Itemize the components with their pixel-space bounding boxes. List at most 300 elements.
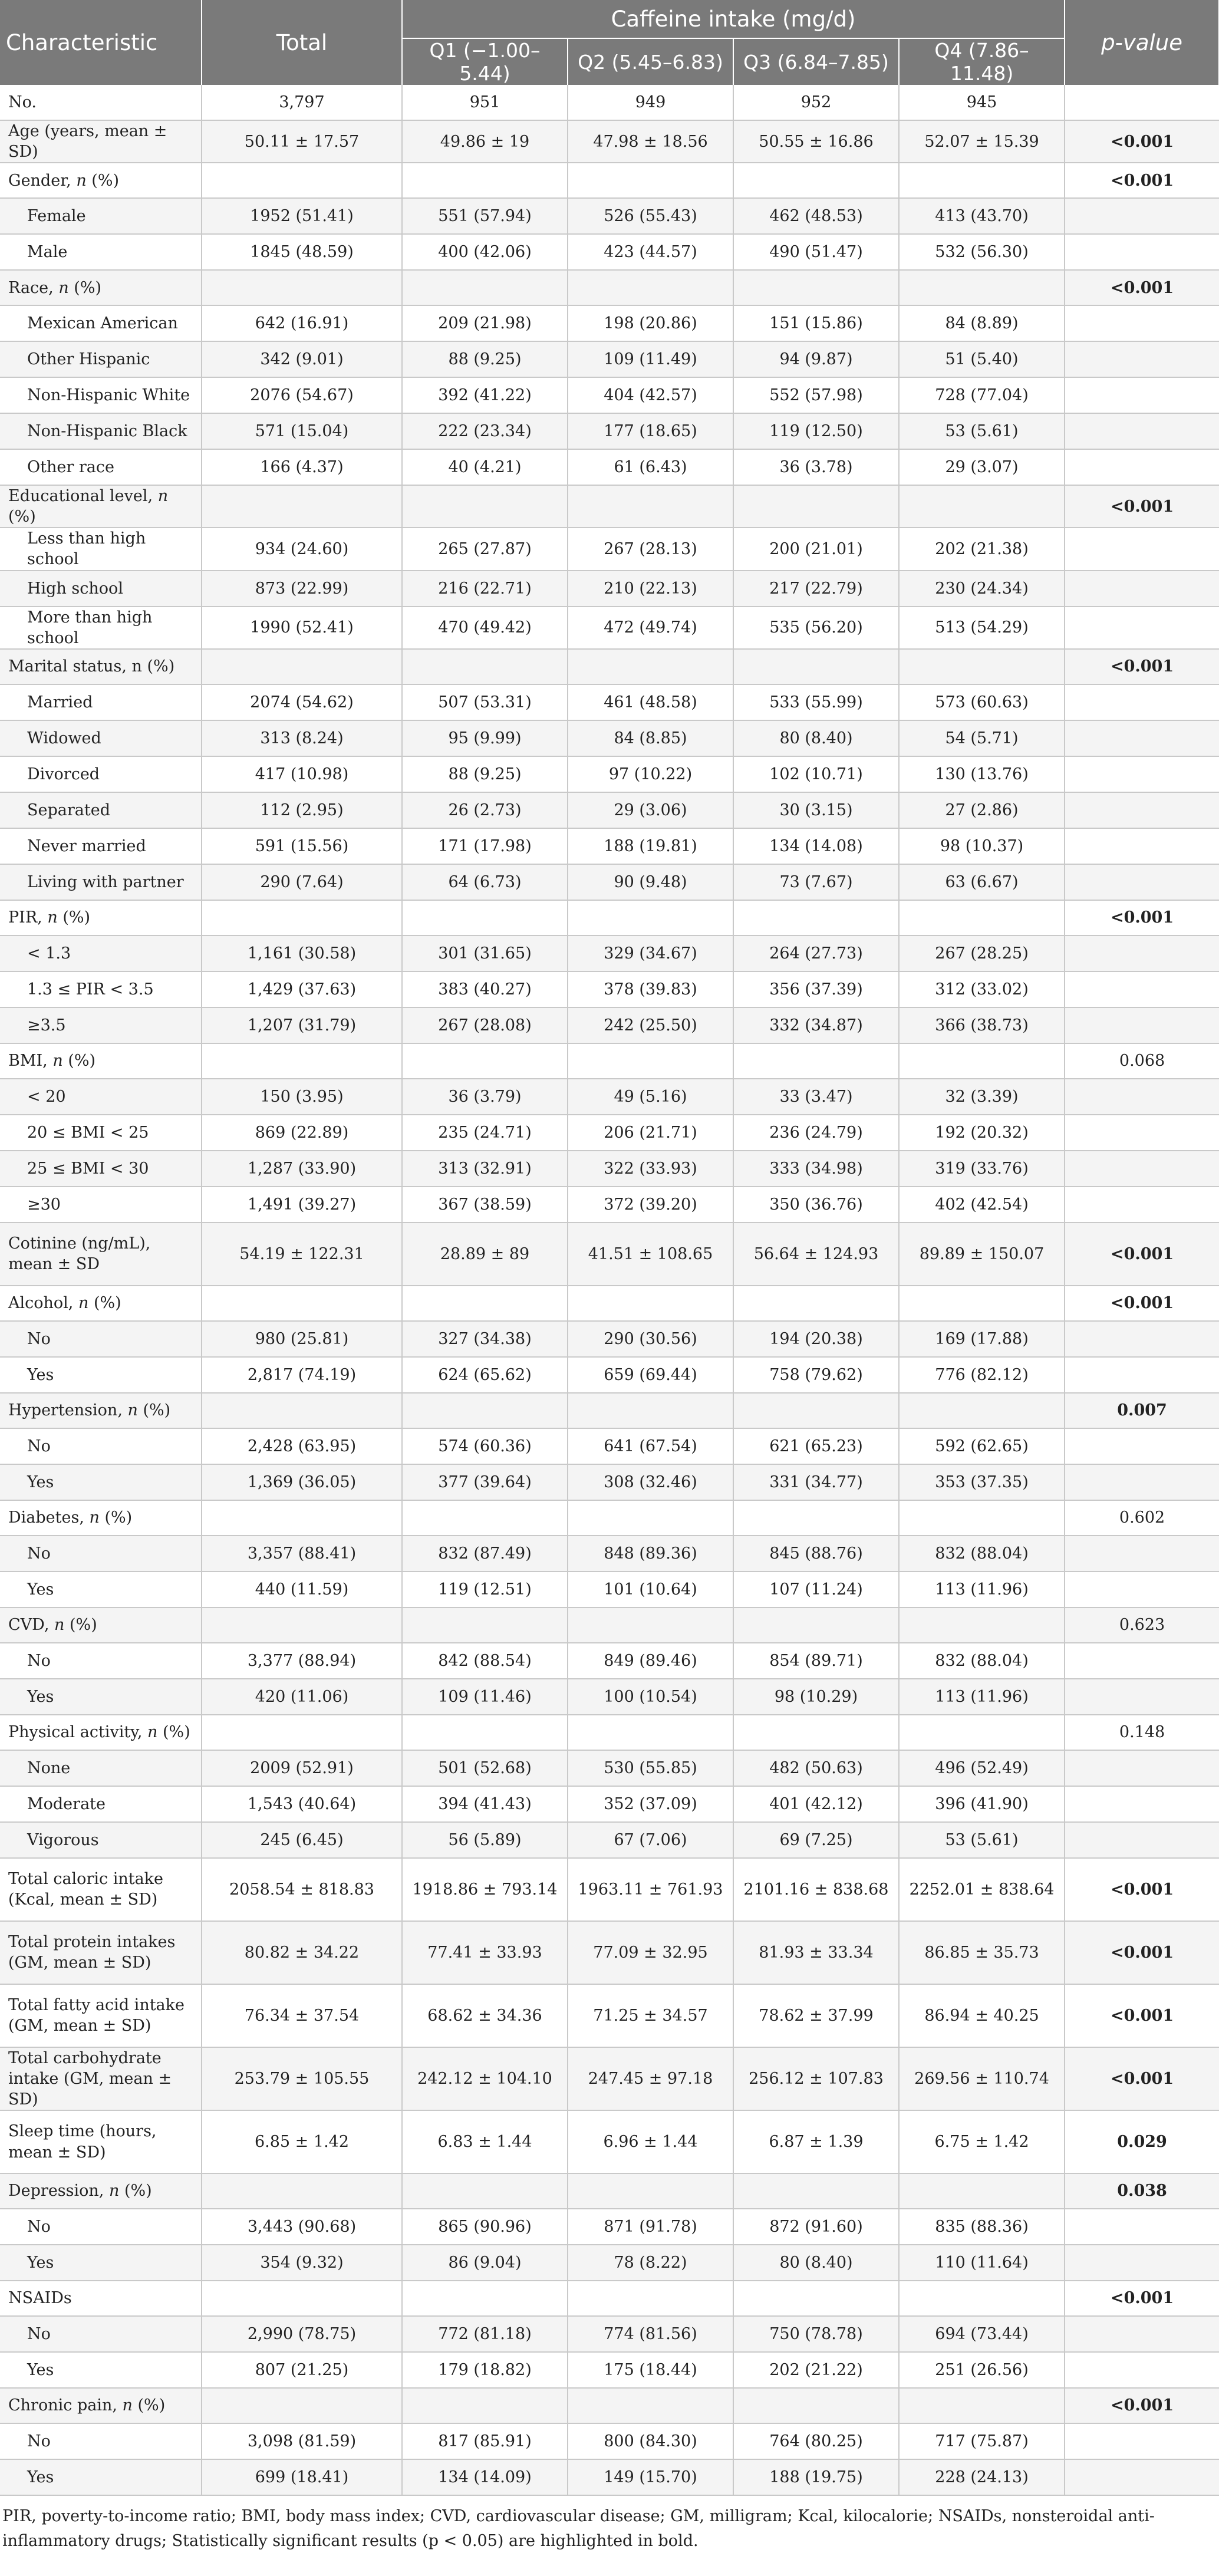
cell-q4: 532 (56.30)	[899, 234, 1065, 270]
cell-q4: 835 (88.36)	[899, 2209, 1065, 2245]
cell-q4: 694 (73.44)	[899, 2316, 1065, 2352]
cell-q1: 367 (38.59)	[402, 1187, 568, 1223]
cell-q1	[402, 1715, 568, 1750]
table-row	[0, 792, 1219, 828]
cell-q2: 84 (8.85)	[568, 720, 733, 756]
cell-q4: 6.75 ± 1.42	[899, 2110, 1065, 2173]
cell-p-value: <0.001	[1065, 2388, 1219, 2423]
cell-q2: 659 (69.44)	[568, 1357, 733, 1393]
row-label: Yes	[0, 2245, 202, 2281]
cell-total: 150 (3.95)	[202, 1079, 402, 1115]
row-label: No	[0, 1643, 202, 1679]
cell-p-value	[1065, 1007, 1219, 1043]
row-label: Total protein intakes (GM, mean ± SD)	[0, 1921, 202, 1984]
row-label: Less than high school	[0, 528, 202, 570]
cell-q1	[402, 2388, 568, 2423]
cell-q3: 764 (80.25)	[733, 2423, 899, 2459]
cell-q1	[402, 1500, 568, 1536]
row-label: Mexican American	[0, 305, 202, 341]
row-label: Age (years, mean ± SD)	[0, 120, 202, 163]
cell-q4: 267 (28.25)	[899, 935, 1065, 971]
cell-q4: 413 (43.70)	[899, 198, 1065, 234]
cell-q2: 290 (30.56)	[568, 1321, 733, 1357]
cell-q2	[568, 485, 733, 528]
cell-q4: 832 (88.04)	[899, 1536, 1065, 1572]
cell-q2	[568, 2173, 733, 2209]
cell-q1	[402, 649, 568, 684]
cell-total: 807 (21.25)	[202, 2352, 402, 2388]
cell-q3: 401 (42.12)	[733, 1786, 899, 1822]
table-row	[0, 756, 1219, 792]
cell-q3	[733, 900, 899, 935]
cell-total: 1845 (48.59)	[202, 234, 402, 270]
row-label: More than high school	[0, 607, 202, 649]
cell-q3: 264 (27.73)	[733, 935, 899, 971]
cell-p-value	[1065, 2209, 1219, 2245]
cell-q4: 269.56 ± 110.74	[899, 2047, 1065, 2110]
cell-q2: 848 (89.36)	[568, 1536, 733, 1572]
cell-q3: 119 (12.50)	[733, 413, 899, 449]
cell-q2: 472 (49.74)	[568, 607, 733, 649]
cell-q4: 396 (41.90)	[899, 1786, 1065, 1822]
cell-total: 417 (10.98)	[202, 756, 402, 792]
cell-q2: 949	[568, 85, 733, 120]
cell-q2: 188 (19.81)	[568, 828, 733, 864]
table-section-row	[0, 163, 1219, 198]
header-q3: Q3 (6.84–7.85)	[733, 38, 899, 85]
row-label: Yes	[0, 2352, 202, 2388]
cell-p-value	[1065, 1679, 1219, 1715]
row-label: < 1.3	[0, 935, 202, 971]
cell-q1: 842 (88.54)	[402, 1643, 568, 1679]
cell-q2	[568, 2388, 733, 2423]
cell-p-value	[1065, 2316, 1219, 2352]
cell-q4: 228 (24.13)	[899, 2459, 1065, 2495]
n-symbol: n	[76, 171, 87, 190]
cell-total: 2,428 (63.95)	[202, 1428, 402, 1464]
table-section-row	[0, 485, 1219, 528]
cell-q3: 462 (48.53)	[733, 198, 899, 234]
cell-q3: 333 (34.98)	[733, 1151, 899, 1187]
cell-q3: 533 (55.99)	[733, 684, 899, 720]
cell-p-value	[1065, 1643, 1219, 1679]
cell-q4: 86.85 ± 35.73	[899, 1921, 1065, 1984]
cell-total: 420 (11.06)	[202, 1679, 402, 1715]
table-row	[0, 1428, 1219, 1464]
table-row	[0, 720, 1219, 756]
cell-q1: 313 (32.91)	[402, 1151, 568, 1187]
cell-q2: 849 (89.46)	[568, 1643, 733, 1679]
cell-q1: 267 (28.08)	[402, 1007, 568, 1043]
table-section-row	[0, 270, 1219, 305]
cell-q3	[733, 485, 899, 528]
cell-q3: 188 (19.75)	[733, 2459, 899, 2495]
cell-q1: 772 (81.18)	[402, 2316, 568, 2352]
cell-q1: 26 (2.73)	[402, 792, 568, 828]
table-body	[0, 85, 1219, 2495]
n-symbol: n	[47, 908, 58, 927]
row-label: Educational level, n (%)	[0, 485, 202, 528]
header-characteristic: Characteristic	[0, 0, 202, 85]
cell-p-value	[1065, 1079, 1219, 1115]
cell-p-value	[1065, 1187, 1219, 1223]
table-row	[0, 571, 1219, 607]
cell-q1: 242.12 ± 104.10	[402, 2047, 568, 2110]
cell-q2: 329 (34.67)	[568, 935, 733, 971]
cell-p-value: 0.029	[1065, 2110, 1219, 2173]
cell-q2: 29 (3.06)	[568, 792, 733, 828]
cell-q4	[899, 270, 1065, 305]
cell-total: 50.11 ± 17.57	[202, 120, 402, 163]
table-footnote: PIR, poverty-to-income ratio; BMI, body mass index; CVD, cardiovascular disease; GM, milligram; Kcal, kilocalorie; NSAIDs, nonsteroidal anti-inflammatory drugs; Statistically significant results (p < 0.05) are highlighted in bold.	[2, 2507, 1155, 2550]
row-label: Physical activity, n (%)	[0, 1715, 202, 1750]
cell-total: 1952 (51.41)	[202, 198, 402, 234]
row-label: NSAIDs	[0, 2281, 202, 2316]
cell-q1	[402, 2281, 568, 2316]
cell-p-value	[1065, 1750, 1219, 1786]
row-label: Yes	[0, 1464, 202, 1500]
cell-p-value: <0.001	[1065, 1286, 1219, 1321]
cell-q1: 235 (24.71)	[402, 1115, 568, 1151]
cell-q4: 53 (5.61)	[899, 1822, 1065, 1858]
cell-total: 2,990 (78.75)	[202, 2316, 402, 2352]
cell-q1: 86 (9.04)	[402, 2245, 568, 2281]
cell-q1	[402, 1607, 568, 1643]
cell-total: 873 (22.99)	[202, 571, 402, 607]
row-label: CVD, n (%)	[0, 1607, 202, 1643]
table-section-row	[0, 1715, 1219, 1750]
header-total: Total	[202, 0, 402, 85]
cell-q3: 94 (9.87)	[733, 341, 899, 377]
row-label: ≥30	[0, 1187, 202, 1223]
cell-q4: 402 (42.54)	[899, 1187, 1065, 1223]
cell-q1: 171 (17.98)	[402, 828, 568, 864]
row-label: Non-Hispanic Black	[0, 413, 202, 449]
table-row	[0, 1858, 1219, 1921]
cell-q2: 423 (44.57)	[568, 234, 733, 270]
table-row	[0, 1984, 1219, 2047]
cell-total	[202, 1500, 402, 1536]
table-row	[0, 2209, 1219, 2245]
table-row	[0, 828, 1219, 864]
cell-q3: 356 (37.39)	[733, 971, 899, 1007]
cell-q1: 383 (40.27)	[402, 971, 568, 1007]
cell-q3: 134 (14.08)	[733, 828, 899, 864]
cell-p-value: <0.001	[1065, 1984, 1219, 2047]
cell-total: 1,429 (37.63)	[202, 971, 402, 1007]
table-row	[0, 2245, 1219, 2281]
cell-q1: 56 (5.89)	[402, 1822, 568, 1858]
cell-q2: 308 (32.46)	[568, 1464, 733, 1500]
cell-total	[202, 1715, 402, 1750]
table-row	[0, 1223, 1219, 1286]
cell-q3: 621 (65.23)	[733, 1428, 899, 1464]
cell-q3: 535 (56.20)	[733, 607, 899, 649]
table-row	[0, 341, 1219, 377]
cell-q2: 177 (18.65)	[568, 413, 733, 449]
row-label: 20 ≤ BMI < 25	[0, 1115, 202, 1151]
cell-q3	[733, 1715, 899, 1750]
cell-p-value	[1065, 935, 1219, 971]
cell-total: 290 (7.64)	[202, 864, 402, 900]
row-label: PIR, n (%)	[0, 900, 202, 935]
n-symbol: n	[54, 1616, 65, 1635]
cell-p-value	[1065, 305, 1219, 341]
table-row	[0, 2459, 1219, 2495]
cell-total: 3,797	[202, 85, 402, 120]
cell-p-value	[1065, 684, 1219, 720]
cell-q2	[568, 1500, 733, 1536]
cell-total: 245 (6.45)	[202, 1822, 402, 1858]
n-symbol: n	[157, 487, 169, 506]
cell-total: 112 (2.95)	[202, 792, 402, 828]
n-symbol: n	[127, 1401, 138, 1420]
cell-q3	[733, 1500, 899, 1536]
table-row	[0, 1536, 1219, 1572]
row-label: Separated	[0, 792, 202, 828]
cell-q3: 482 (50.63)	[733, 1750, 899, 1786]
cell-q4	[899, 900, 1065, 935]
cell-q1	[402, 2173, 568, 2209]
table-row	[0, 2316, 1219, 2352]
row-label: BMI, n (%)	[0, 1043, 202, 1079]
table-row	[0, 1679, 1219, 1715]
table-row	[0, 935, 1219, 971]
cell-p-value	[1065, 1115, 1219, 1151]
table-row	[0, 1007, 1219, 1043]
cell-q2	[568, 1043, 733, 1079]
cell-p-value	[1065, 756, 1219, 792]
cell-p-value: <0.001	[1065, 270, 1219, 305]
cell-q3: 350 (36.76)	[733, 1187, 899, 1223]
cell-q1: 68.62 ± 34.36	[402, 1984, 568, 2047]
cell-q1: 265 (27.87)	[402, 528, 568, 570]
cell-q3: 73 (7.67)	[733, 864, 899, 900]
row-label: Moderate	[0, 1786, 202, 1822]
table-section-row	[0, 900, 1219, 935]
cell-total: 980 (25.81)	[202, 1321, 402, 1357]
cell-q3: 854 (89.71)	[733, 1643, 899, 1679]
table-section-row	[0, 2388, 1219, 2423]
cell-q4: 776 (82.12)	[899, 1357, 1065, 1393]
n-symbol: n	[147, 1723, 158, 1742]
cell-q3: 872 (91.60)	[733, 2209, 899, 2245]
cell-q2: 404 (42.57)	[568, 377, 733, 413]
cell-p-value	[1065, 1357, 1219, 1393]
cell-q2: 526 (55.43)	[568, 198, 733, 234]
cell-q2: 322 (33.93)	[568, 1151, 733, 1187]
table-row	[0, 1079, 1219, 1115]
cell-q2: 78 (8.22)	[568, 2245, 733, 2281]
cell-q4	[899, 485, 1065, 528]
cell-total	[202, 1043, 402, 1079]
cell-q4: 832 (88.04)	[899, 1643, 1065, 1679]
n-symbol: n	[52, 1052, 63, 1070]
table-row	[0, 864, 1219, 900]
cell-p-value	[1065, 85, 1219, 120]
row-label: Depression, n (%)	[0, 2173, 202, 2209]
cell-q1: 574 (60.36)	[402, 1428, 568, 1464]
table-row	[0, 1786, 1219, 1822]
cell-q3	[733, 1607, 899, 1643]
cell-p-value	[1065, 2459, 1219, 2495]
cell-q3: 217 (22.79)	[733, 571, 899, 607]
cell-q4: 89.89 ± 150.07	[899, 1223, 1065, 1286]
cell-q4: 113 (11.96)	[899, 1572, 1065, 1607]
table-row	[0, 1822, 1219, 1858]
cell-total: 934 (24.60)	[202, 528, 402, 570]
cell-q4	[899, 1286, 1065, 1321]
cell-p-value: <0.001	[1065, 900, 1219, 935]
cell-p-value: 0.007	[1065, 1393, 1219, 1428]
cell-total: 1,161 (30.58)	[202, 935, 402, 971]
cell-q1: 400 (42.06)	[402, 234, 568, 270]
cell-q3	[733, 2281, 899, 2316]
table-row	[0, 528, 1219, 570]
table-row	[0, 305, 1219, 341]
cell-q4: 592 (62.65)	[899, 1428, 1065, 1464]
cell-q1	[402, 1043, 568, 1079]
cell-total	[202, 2388, 402, 2423]
cell-q1: 551 (57.94)	[402, 198, 568, 234]
cell-q2: 90 (9.48)	[568, 864, 733, 900]
cell-total: 1990 (52.41)	[202, 607, 402, 649]
cell-p-value	[1065, 2245, 1219, 2281]
cell-q4: 52.07 ± 15.39	[899, 120, 1065, 163]
cell-q3: 30 (3.15)	[733, 792, 899, 828]
row-label: Alcohol, n (%)	[0, 1286, 202, 1321]
cell-q3	[733, 1286, 899, 1321]
cell-q4: 728 (77.04)	[899, 377, 1065, 413]
cell-q3: 236 (24.79)	[733, 1115, 899, 1151]
table-row	[0, 971, 1219, 1007]
cell-total: 3,443 (90.68)	[202, 2209, 402, 2245]
table-row	[0, 1921, 1219, 1984]
cell-q2: 641 (67.54)	[568, 1428, 733, 1464]
row-label: No	[0, 2316, 202, 2352]
cell-q1: 817 (85.91)	[402, 2423, 568, 2459]
row-label: Female	[0, 198, 202, 234]
cell-q2: 100 (10.54)	[568, 1679, 733, 1715]
cell-q4	[899, 1393, 1065, 1428]
cell-p-value: 0.623	[1065, 1607, 1219, 1643]
cell-q1: 301 (31.65)	[402, 935, 568, 971]
cell-q2	[568, 1607, 733, 1643]
cell-p-value	[1065, 1464, 1219, 1500]
table-row	[0, 1464, 1219, 1500]
cell-p-value	[1065, 2352, 1219, 2388]
cell-q2: 175 (18.44)	[568, 2352, 733, 2388]
row-label: Yes	[0, 1572, 202, 1607]
cell-total	[202, 2281, 402, 2316]
table-row	[0, 1115, 1219, 1151]
cell-total: 1,491 (39.27)	[202, 1187, 402, 1223]
table-row	[0, 120, 1219, 163]
cell-q4: 192 (20.32)	[899, 1115, 1065, 1151]
cell-q1: 865 (90.96)	[402, 2209, 568, 2245]
row-label: Widowed	[0, 720, 202, 756]
header-q4: Q4 (7.86–11.48)	[899, 38, 1065, 85]
cell-q2	[568, 163, 733, 198]
n-symbol: n	[108, 2182, 120, 2201]
cell-p-value	[1065, 449, 1219, 485]
table-section-row	[0, 649, 1219, 684]
cell-total: 342 (9.01)	[202, 341, 402, 377]
cell-p-value: 0.068	[1065, 1043, 1219, 1079]
cell-q3: 256.12 ± 107.83	[733, 2047, 899, 2110]
cell-q1: 832 (87.49)	[402, 1536, 568, 1572]
cell-p-value: <0.001	[1065, 2047, 1219, 2110]
cell-q1	[402, 163, 568, 198]
cell-q3: 2101.16 ± 838.68	[733, 1858, 899, 1921]
cell-q3	[733, 163, 899, 198]
cell-q2: 378 (39.83)	[568, 971, 733, 1007]
table-section-row	[0, 1043, 1219, 1079]
cell-q2: 6.96 ± 1.44	[568, 2110, 733, 2173]
cell-q3: 552 (57.98)	[733, 377, 899, 413]
cell-total: 6.85 ± 1.42	[202, 2110, 402, 2173]
row-label: No	[0, 1321, 202, 1357]
cell-q3: 490 (51.47)	[733, 234, 899, 270]
cell-p-value: 0.148	[1065, 1715, 1219, 1750]
row-label: Cotinine (ng/mL), mean ± SD	[0, 1223, 202, 1286]
cell-q4	[899, 1043, 1065, 1079]
cell-q3: 6.87 ± 1.39	[733, 2110, 899, 2173]
row-label: No	[0, 1536, 202, 1572]
cell-q2: 61 (6.43)	[568, 449, 733, 485]
cell-q2: 372 (39.20)	[568, 1187, 733, 1223]
row-label: 25 ≤ BMI < 30	[0, 1151, 202, 1187]
cell-total	[202, 270, 402, 305]
row-label: Hypertension, n (%)	[0, 1393, 202, 1428]
cell-q4	[899, 1500, 1065, 1536]
cell-total: 1,207 (31.79)	[202, 1007, 402, 1043]
cell-q3: 845 (88.76)	[733, 1536, 899, 1572]
row-label: Race, n (%)	[0, 270, 202, 305]
cell-q1: 40 (4.21)	[402, 449, 568, 485]
cell-p-value	[1065, 971, 1219, 1007]
row-label: 1.3 ≤ PIR < 3.5	[0, 971, 202, 1007]
cell-q4: 113 (11.96)	[899, 1679, 1065, 1715]
cell-total: 591 (15.56)	[202, 828, 402, 864]
cell-total: 2009 (52.91)	[202, 1750, 402, 1786]
row-label: No	[0, 1428, 202, 1464]
header-q2: Q2 (5.45–6.83)	[568, 38, 733, 85]
table-row	[0, 85, 1219, 120]
cell-q3: 952	[733, 85, 899, 120]
row-label: Total carbohydrate intake (GM, mean ± SD)	[0, 2047, 202, 2110]
cell-q1	[402, 1286, 568, 1321]
cell-q4: 54 (5.71)	[899, 720, 1065, 756]
cell-p-value	[1065, 2423, 1219, 2459]
cell-total: 1,369 (36.05)	[202, 1464, 402, 1500]
cell-q1	[402, 900, 568, 935]
cell-p-value	[1065, 528, 1219, 570]
cell-q4: 63 (6.67)	[899, 864, 1065, 900]
table-row	[0, 1151, 1219, 1187]
table-row	[0, 1643, 1219, 1679]
table-section-row	[0, 1500, 1219, 1536]
cell-total: 699 (18.41)	[202, 2459, 402, 2495]
table-row	[0, 234, 1219, 270]
table-row	[0, 2352, 1219, 2388]
cell-p-value	[1065, 198, 1219, 234]
cell-total	[202, 1393, 402, 1428]
cell-q1: 88 (9.25)	[402, 756, 568, 792]
cell-q4: 251 (26.56)	[899, 2352, 1065, 2388]
cell-q1: 1918.86 ± 793.14	[402, 1858, 568, 1921]
table-row	[0, 1750, 1219, 1786]
